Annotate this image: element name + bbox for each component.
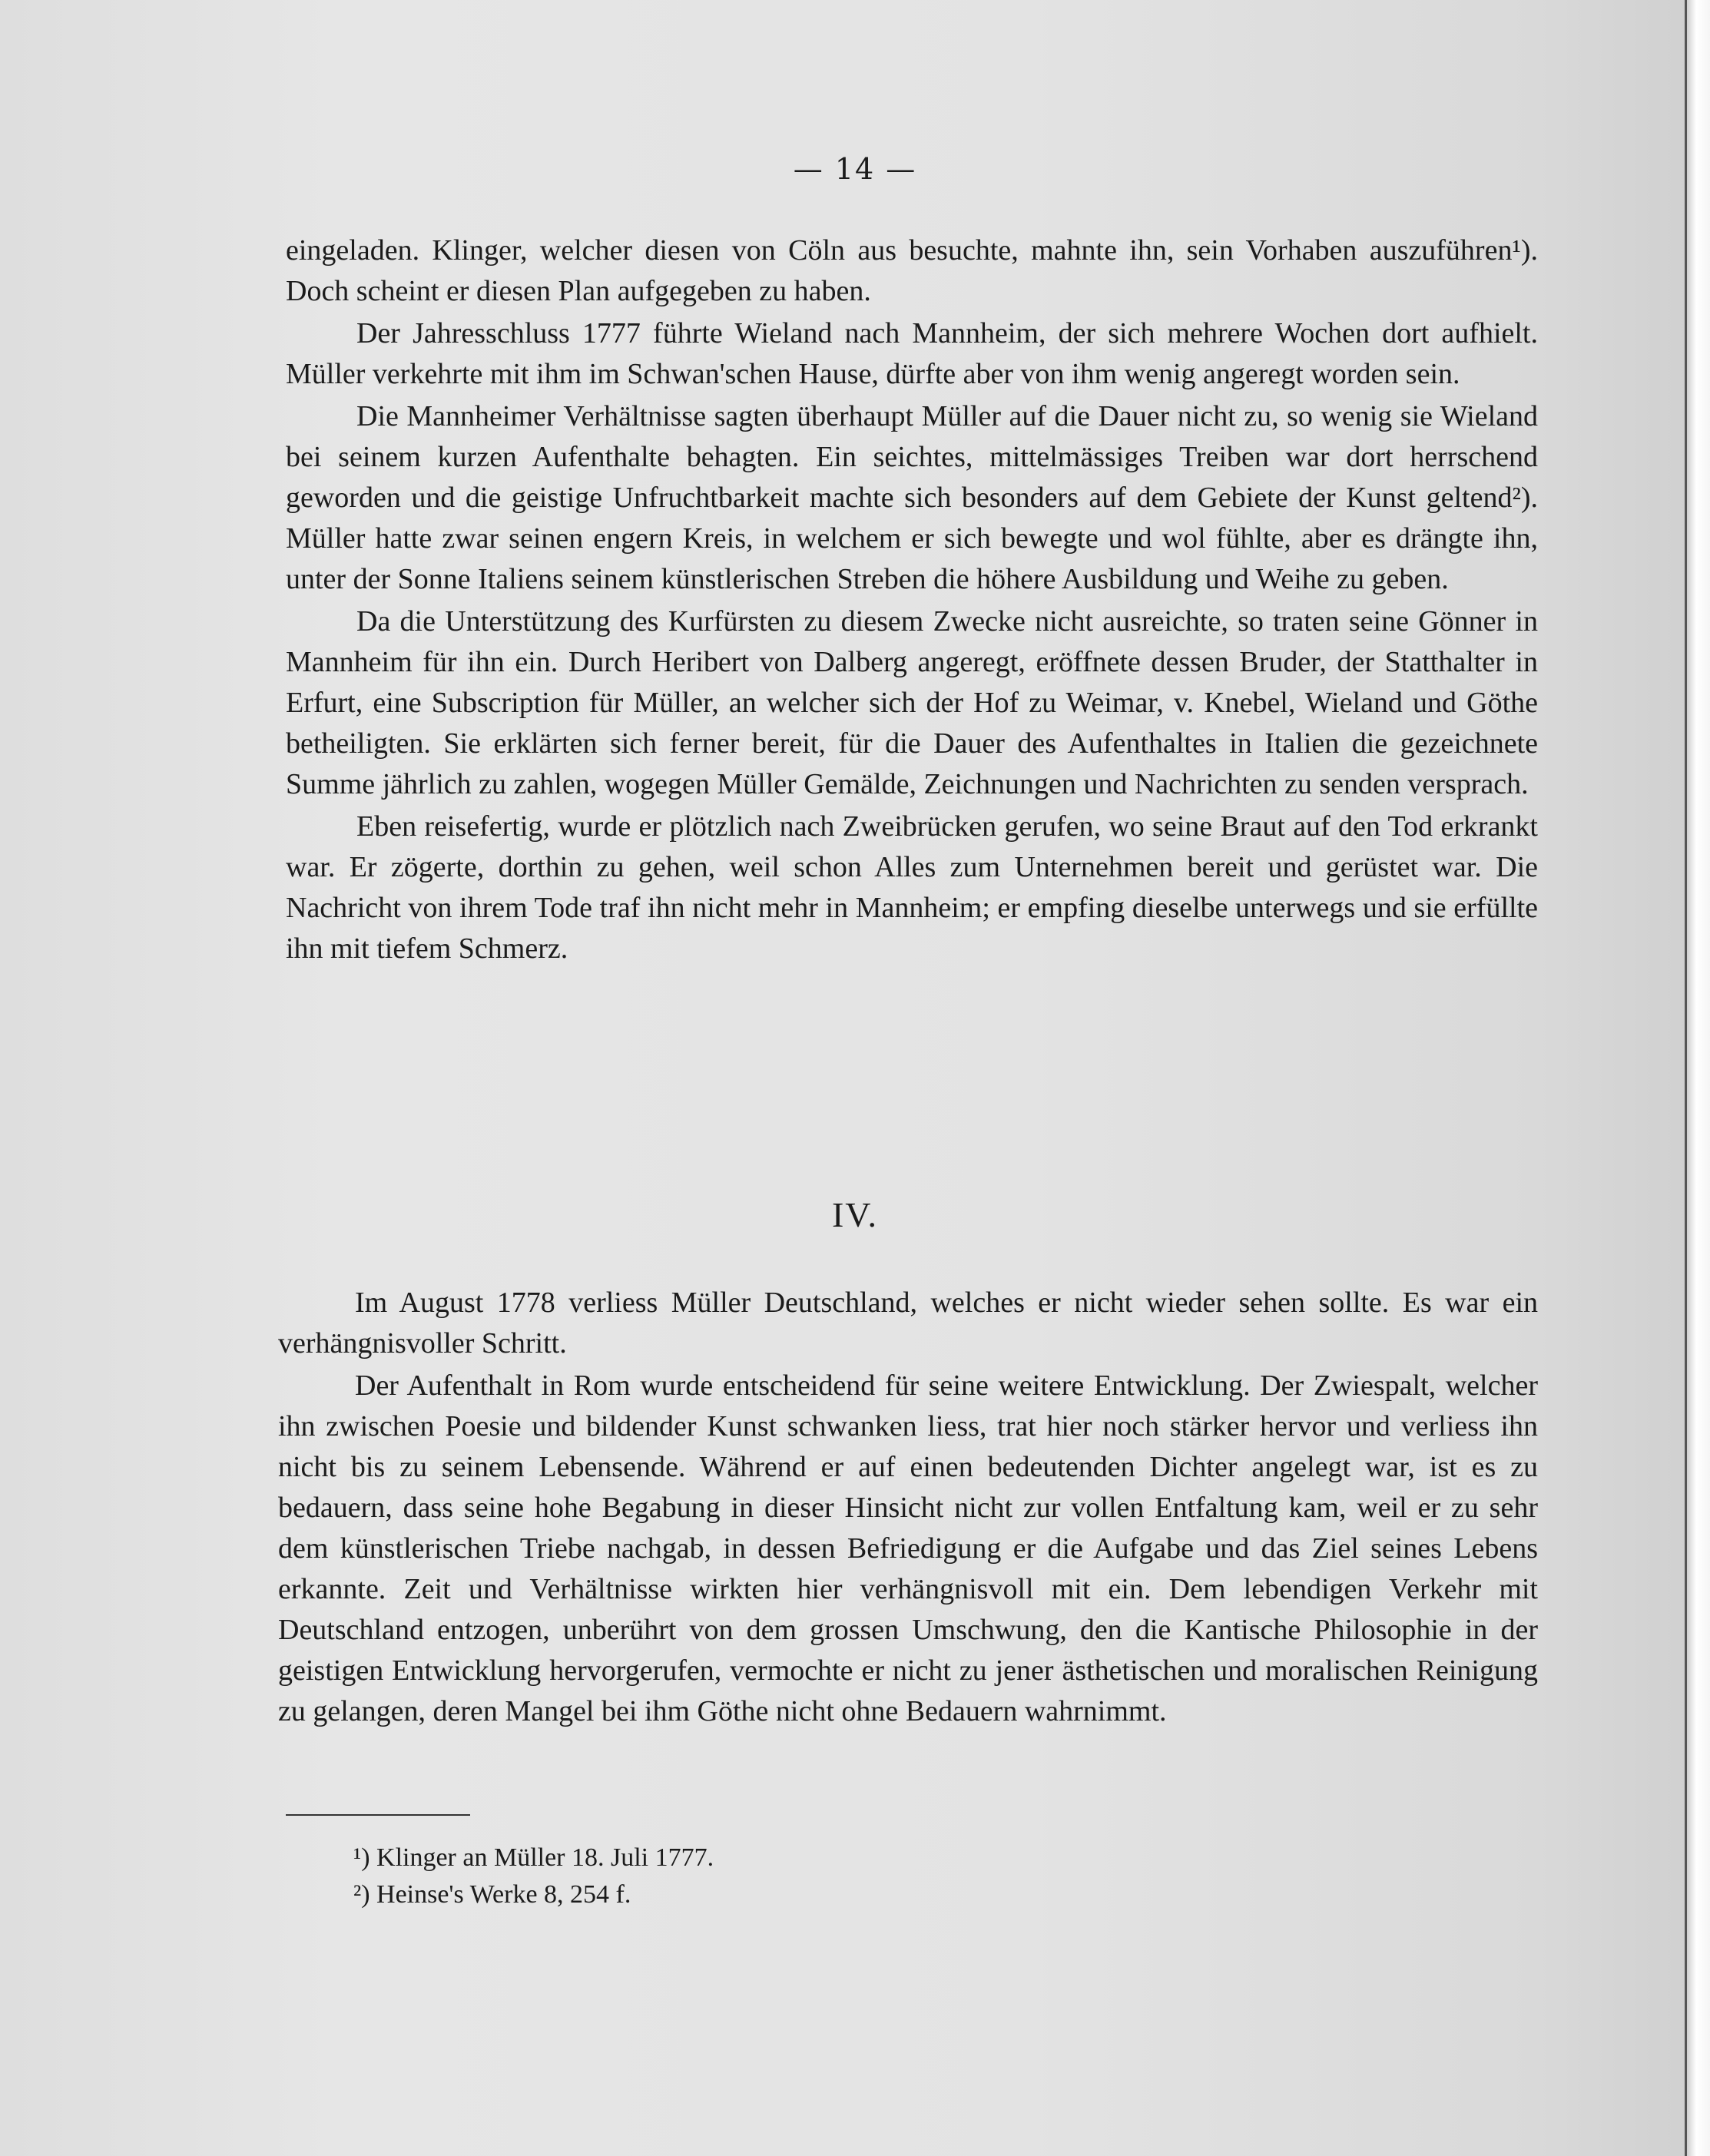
page-number: — 14 — [793, 152, 917, 186]
section-text [278, 1283, 1538, 1734]
paragraph-5: Eben reisefertig, wurde er plötzlich nach Zweibrücken gerufen, wo seine Braut auf den Tod erkrankt war. Er zögerte, dorthin zu gehen, weil schon Alles zum Unternehmen bereit und gerüstet war. Die Nachricht von ihrem Tode traf ihn nicht mehr in Mannheim; er empfing dieselbe unterwegs und sie erfüllte ihn mit tiefem Schmerz. [286, 810, 1538, 965]
paragraph-3: Die Mannheimer Verhältnisse sagten überhaupt Müller auf die Dauer nicht zu, so wenig sie Wieland bei seinem kurzen Aufenthalte behagten. Ein seichtes, mittelmässiges Treiben war dort herrschend geworden und die geistige Unfruchtbarkeit machte sich besonders auf dem Gebiete der Kunst geltend²). Müller hatte zwar seinen engern Kreis, in welchem er sich bewegte und wol fühlte, aber es drängte ihn, unter der Sonne Italiens seinem künstlerischen Streben die höhere Ausbildung und Weihe zu geben. [286, 400, 1538, 595]
paragraph-1: eingeladen. Klinger, welcher diesen von Cöln aus besuchte, mahnte ihn, sein Vorhaben auszuführen¹). Doch scheint er diesen Plan aufgegeben zu haben. [286, 234, 1538, 307]
footnote-1: ¹) Klinger an Müller 18. Juli 1777. [353, 1843, 714, 1872]
paragraph-4: Da die Unterstützung des Kurfürsten zu diesem Zwecke nicht ausreichte, so traten seine Gönner in Mannheim für ihn ein. Durch Heribert von Dalberg angeregt, eröffnete dessen Bruder, der Statthalter in Erfurt, eine Subscription für Müller, an welcher sich der Hof zu Weimar, v. Knebel, Wieland und Göthe betheiligten. Sie erklärten sich ferner bereit, für die Dauer des Aufenthaltes in Italien die gezeichnete Summe jährlich zu zahlen, wogegen Müller Gemälde, Zeichnungen und Nachrichten zu senden versprach. [286, 605, 1538, 800]
section-paragraph-2: Der Aufenthalt in Rom wurde entscheidend für seine weitere Entwicklung. Der Zwiespalt, welcher ihn zwischen Poesie und bildender Kunst schwanken liess, trat hier noch stärker hervor und verliess ihn nicht bis zu seinem Lebensende. Während er auf einen bedeutenden Dichter angelegt war, ist es zu bedauern, dass seine hohe Begabung in dieser Hinsicht nicht zur vollen Entfaltung kam, weil er zu sehr dem künstlerischen Triebe nachgab, in dessen Befriedigung er die Aufgabe und das Ziel seines Lebens erkannte. Zeit und Verhältnisse wirkten hier verhängnisvoll mit ein. Dem lebendigen Verkehr mit Deutschland entzogen, unberührt von dem grossen Umschwung, den die Kantische Philosophie in der geistigen Entwicklung hervorgerufen, vermochte er nicht zu jener ästhetischen und moralischen Reinigung zu gelangen, deren Mangel bei ihm Göthe nicht ohne Bedauern wahrnimmt. [278, 1369, 1538, 1727]
paragraph-2: Der Jahresschluss 1777 führte Wieland nach Mannheim, der sich mehrere Wochen dort aufhielt. Müller verkehrte mit ihm im Schwan'schen Hause, dürfte aber von ihm wenig angeregt worden sein. [286, 317, 1538, 390]
footnote-divider [286, 1814, 470, 1816]
footnote-2: ²) Heinse's Werke 8, 254 f. [353, 1880, 631, 1909]
section-heading: IV. [831, 1195, 879, 1234]
main-text [286, 230, 1538, 971]
page-edge [1685, 0, 1710, 2156]
footnotes [353, 1840, 1275, 1913]
section-paragraph-1: Im August 1778 verliess Müller Deutschland, welches er nicht wieder sehen sollte. Es war ein verhängnisvoller Schritt. [278, 1287, 1538, 1360]
